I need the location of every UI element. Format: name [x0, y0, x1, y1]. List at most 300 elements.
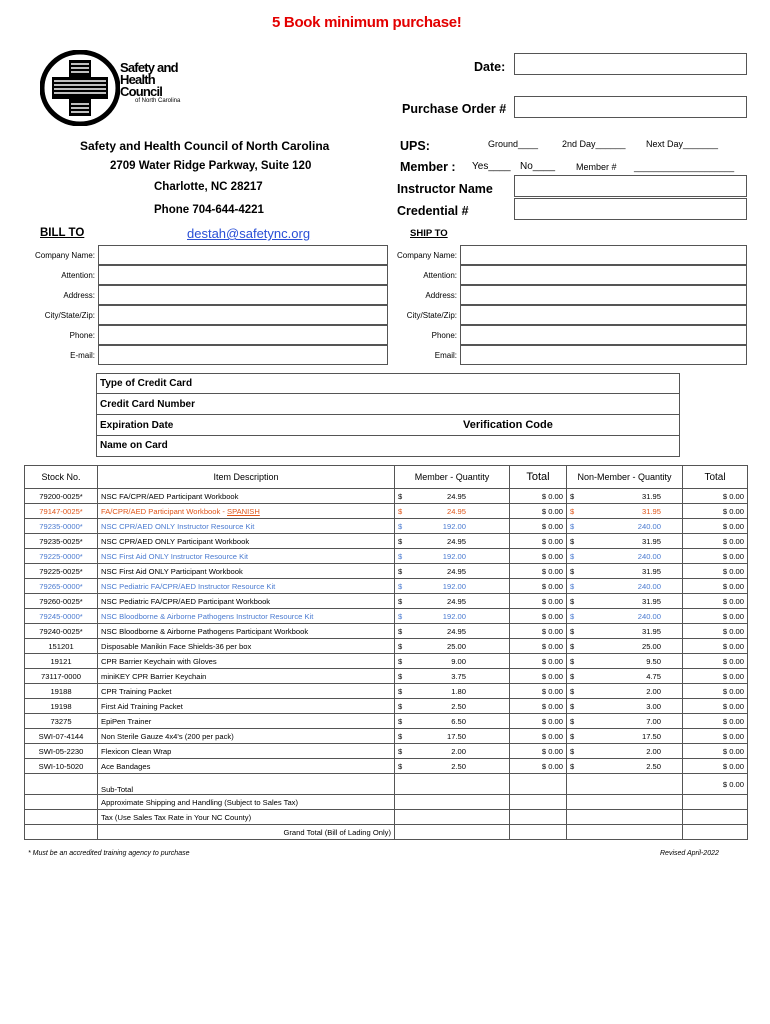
- currency-symbol: $: [398, 746, 403, 756]
- currency-symbol: $: [398, 716, 403, 726]
- stock-number: 73117-0000: [25, 669, 98, 684]
- currency-symbol: $: [398, 491, 403, 501]
- shipping-member-cell[interactable]: [395, 795, 510, 810]
- nonmember-quantity-cell[interactable]: [567, 699, 683, 714]
- nonmember-total: $ 0.00: [683, 699, 748, 714]
- table-row: [25, 684, 748, 699]
- card-name-label: Name on Card: [100, 440, 168, 451]
- org-address: 2709 Water Ridge Parkway, Suite 120: [110, 160, 312, 172]
- table-row: [25, 639, 748, 654]
- ups-2nd-day-option[interactable]: 2nd Day______: [562, 139, 626, 149]
- nonmember-total: $ 0.00: [683, 609, 748, 624]
- table-row: [25, 534, 748, 549]
- nonmember-total: $ 0.00: [683, 579, 748, 594]
- member-price: 9.00: [451, 656, 466, 666]
- item-description-text: NSC CPR/AED ONLY Instructor Resource Kit: [101, 521, 255, 531]
- stock-number: 79225-0025*: [25, 564, 98, 579]
- ship-city-label: City/State/Zip:: [406, 311, 457, 320]
- item-description-text: EpiPen Trainer: [101, 716, 152, 726]
- item-description: [98, 519, 395, 534]
- member-label: Member :: [400, 160, 456, 174]
- nonmember-price: 31.95: [641, 626, 661, 636]
- currency-symbol: $: [570, 716, 575, 726]
- table-row: [25, 744, 748, 759]
- member-price: 192.00: [442, 551, 466, 561]
- logo-line4: of North Carolina: [135, 98, 181, 104]
- stock-number: 79147-0025*: [25, 504, 98, 519]
- date-field[interactable]: [514, 53, 747, 75]
- subtotal-label: Sub-Total: [98, 774, 395, 795]
- purchase-order-field[interactable]: [514, 96, 747, 118]
- nonmember-quantity-cell[interactable]: [567, 564, 683, 579]
- stock-number: 79245-0000*: [25, 609, 98, 624]
- shipping-label: Approximate Shipping and Handling (Subject to Sales Tax): [98, 795, 395, 810]
- nonmember-price: 4.75: [646, 671, 661, 681]
- currency-symbol: $: [570, 686, 575, 696]
- member-total: $ 0.00: [510, 519, 567, 534]
- ups-ground-option[interactable]: Ground____: [488, 139, 539, 149]
- member-price: 1.80: [451, 686, 466, 696]
- nonmember-quantity-cell[interactable]: [567, 519, 683, 534]
- member-no-option[interactable]: No____: [520, 161, 556, 172]
- nonmember-price: 31.95: [641, 566, 661, 576]
- member-yes-option[interactable]: Yes____: [472, 161, 511, 172]
- item-description: [98, 714, 395, 729]
- item-description-text: Non Sterile Gauze 4x4's (200 per pack): [101, 731, 234, 741]
- currency-symbol: $: [398, 656, 403, 666]
- footer-revised: Revised April-2022: [660, 850, 719, 857]
- stock-number: 79260-0025*: [25, 594, 98, 609]
- header-total: Total: [510, 466, 567, 489]
- member-quantity-cell[interactable]: [395, 684, 510, 699]
- stock-number: 79265-0000*: [25, 579, 98, 594]
- nonmember-price: 31.95: [641, 491, 661, 501]
- member-price: 192.00: [442, 581, 466, 591]
- bill-address-field[interactable]: [98, 285, 388, 305]
- member-total: $ 0.00: [510, 729, 567, 744]
- bill-attention-label: Attention:: [61, 271, 95, 280]
- stock-number: 79200-0025*: [25, 489, 98, 504]
- nonmember-price: 240.00: [637, 581, 661, 591]
- card-verification-label: Verification Code: [463, 419, 553, 431]
- member-total: $ 0.00: [510, 534, 567, 549]
- nonmember-quantity-cell[interactable]: [567, 759, 683, 774]
- currency-symbol: $: [570, 551, 575, 561]
- order-items-table: [24, 465, 748, 840]
- ship-attention-label: Attention:: [423, 271, 457, 280]
- council-logo: [40, 50, 200, 130]
- credential-label: Credential #: [397, 204, 469, 218]
- nonmember-quantity-cell[interactable]: [567, 669, 683, 684]
- member-total: $ 0.00: [510, 684, 567, 699]
- member-price: 2.50: [451, 701, 466, 711]
- nonmember-quantity-cell[interactable]: [567, 744, 683, 759]
- item-description: [98, 624, 395, 639]
- ship-phone-label: Phone:: [431, 331, 457, 340]
- item-description-text: NSC First Aid ONLY Participant Workbook: [101, 566, 243, 576]
- table-row: [25, 729, 748, 744]
- bill-email-field[interactable]: [98, 345, 388, 365]
- item-description-text: NSC Pediatric FA/CPR/AED Participant Workbook: [101, 596, 271, 606]
- nonmember-total: $ 0.00: [683, 489, 748, 504]
- ups-next-day-option[interactable]: Next Day_______: [646, 139, 719, 149]
- grand-total-label: Grand Total (Bill of Lading Only): [98, 825, 395, 840]
- nonmember-price: 9.50: [646, 656, 661, 666]
- currency-symbol: $: [570, 506, 575, 516]
- stock-number: 73275: [25, 714, 98, 729]
- member-total: $ 0.00: [510, 594, 567, 609]
- item-description: [98, 564, 395, 579]
- table-row: [25, 609, 748, 624]
- item-description-emphasis: SPANISH: [227, 506, 260, 516]
- member-quantity-cell[interactable]: [395, 609, 510, 624]
- minimum-purchase-notice: 5 Book minimum purchase!: [272, 14, 462, 31]
- card-expiration-label: Expiration Date: [100, 420, 174, 431]
- member-quantity-cell[interactable]: [395, 504, 510, 519]
- member-total: $ 0.00: [510, 504, 567, 519]
- stock-number: SWI-10-5020: [25, 759, 98, 774]
- card-name-row[interactable]: [97, 436, 679, 456]
- stock-number: 79240-0025*: [25, 624, 98, 639]
- footer-note: * Must be an accredited training agency to purchase: [28, 850, 190, 857]
- nonmember-quantity-cell[interactable]: [567, 504, 683, 519]
- nonmember-price: 31.95: [641, 536, 661, 546]
- table-row: [25, 714, 748, 729]
- member-quantity-cell[interactable]: [395, 519, 510, 534]
- currency-symbol: $: [398, 611, 403, 621]
- member-total: $ 0.00: [510, 639, 567, 654]
- member-price: 192.00: [442, 521, 466, 531]
- nonmember-price: 31.95: [641, 596, 661, 606]
- member-quantity-cell[interactable]: [395, 729, 510, 744]
- item-description: [98, 654, 395, 669]
- nonmember-total: $ 0.00: [683, 744, 748, 759]
- member-price: 6.50: [451, 716, 466, 726]
- currency-symbol: $: [570, 731, 575, 741]
- currency-symbol: $: [398, 536, 403, 546]
- table-row: [25, 759, 748, 774]
- item-description: [98, 639, 395, 654]
- nonmember-price: 25.00: [641, 641, 661, 651]
- currency-symbol: $: [570, 536, 575, 546]
- item-description: [98, 489, 395, 504]
- nonmember-total: $ 0.00: [683, 534, 748, 549]
- stock-number: SWI-05-2230: [25, 744, 98, 759]
- table-row: [25, 564, 748, 579]
- bill-address-label: Address:: [63, 291, 95, 300]
- card-type-row[interactable]: [97, 374, 679, 394]
- nonmember-quantity-cell[interactable]: [567, 639, 683, 654]
- member-quantity-cell[interactable]: [395, 744, 510, 759]
- currency-symbol: $: [570, 671, 575, 681]
- item-description-text: FA/CPR/AED Participant Workbook -: [101, 506, 228, 516]
- member-number-label: Member #: [576, 162, 617, 172]
- member-quantity-cell[interactable]: [395, 579, 510, 594]
- member-quantity-cell[interactable]: [395, 594, 510, 609]
- bill-to-title: BILL TO: [40, 227, 85, 239]
- currency-symbol: $: [570, 491, 575, 501]
- ship-email-label: Email:: [434, 351, 457, 360]
- member-quantity-cell[interactable]: [395, 654, 510, 669]
- currency-symbol: $: [398, 761, 403, 771]
- item-description: [98, 729, 395, 744]
- member-quantity-cell[interactable]: [395, 549, 510, 564]
- item-description: [98, 579, 395, 594]
- nonmember-price: 2.50: [646, 761, 661, 771]
- member-total: $ 0.00: [510, 744, 567, 759]
- member-quantity-cell[interactable]: [395, 699, 510, 714]
- item-description: [98, 759, 395, 774]
- member-quantity-cell[interactable]: [395, 639, 510, 654]
- nonmember-total: $ 0.00: [683, 669, 748, 684]
- stock-number: 79235-0025*: [25, 534, 98, 549]
- member-price: 24.95: [446, 506, 466, 516]
- shipping-row: [25, 795, 748, 810]
- member-quantity-cell[interactable]: [395, 489, 510, 504]
- bill-attention-field[interactable]: [98, 265, 388, 285]
- ship-city-field[interactable]: [460, 305, 747, 325]
- currency-symbol: $: [570, 626, 575, 636]
- ship-attention-field[interactable]: [460, 265, 747, 285]
- table-row: [25, 504, 748, 519]
- item-description: [98, 594, 395, 609]
- ups-label: UPS:: [400, 139, 430, 153]
- credential-field[interactable]: [514, 198, 747, 220]
- nonmember-price: 240.00: [637, 551, 661, 561]
- item-description: [98, 549, 395, 564]
- table-row: [25, 579, 748, 594]
- card-number-row[interactable]: [97, 394, 679, 415]
- nonmember-price: 31.95: [641, 506, 661, 516]
- member-quantity-cell[interactable]: [395, 624, 510, 639]
- nonmember-quantity-cell[interactable]: [567, 654, 683, 669]
- table-row: [25, 489, 748, 504]
- member-total: $ 0.00: [510, 654, 567, 669]
- nonmember-quantity-cell[interactable]: [567, 684, 683, 699]
- ship-email-field[interactable]: [460, 345, 747, 365]
- bill-phone-label: Phone:: [69, 331, 95, 340]
- currency-symbol: $: [398, 521, 403, 531]
- bill-city-field[interactable]: [98, 305, 388, 325]
- instructor-name-field[interactable]: [514, 175, 747, 197]
- nonmember-quantity-cell[interactable]: [567, 549, 683, 564]
- nonmember-quantity-cell[interactable]: [567, 609, 683, 624]
- cross-logo-icon: [40, 50, 120, 126]
- nonmember-quantity-cell[interactable]: [567, 579, 683, 594]
- nonmember-price: 240.00: [637, 611, 661, 621]
- stock-number: 19188: [25, 684, 98, 699]
- header-nonmember-qty: Non-Member - Quantity: [567, 466, 683, 489]
- item-description-text: Flexicon Clean Wrap: [101, 746, 172, 756]
- currency-symbol: $: [398, 671, 403, 681]
- member-price: 24.95: [446, 596, 466, 606]
- nonmember-total: $ 0.00: [683, 519, 748, 534]
- nonmember-quantity-cell[interactable]: [567, 534, 683, 549]
- stock-number: SWI-07-4144: [25, 729, 98, 744]
- currency-symbol: $: [398, 686, 403, 696]
- nonmember-total: $ 0.00: [683, 594, 748, 609]
- currency-symbol: $: [570, 746, 575, 756]
- org-city: Charlotte, NC 28217: [154, 181, 263, 193]
- member-price: 2.00: [451, 746, 466, 756]
- table-row: [25, 594, 748, 609]
- currency-symbol: $: [398, 626, 403, 636]
- stock-number: 19121: [25, 654, 98, 669]
- item-description-text: CPR Barrier Keychain with Gloves: [101, 656, 217, 666]
- logo-line2: Health: [120, 72, 155, 87]
- bill-city-label: City/State/Zip:: [44, 311, 95, 320]
- item-description: [98, 609, 395, 624]
- ship-company-label: Company Name:: [396, 251, 457, 260]
- member-price: 2.50: [451, 761, 466, 771]
- nonmember-total: $ 0.00: [683, 729, 748, 744]
- card-type-label: Type of Credit Card: [100, 378, 193, 389]
- org-phone: Phone 704-644-4221: [154, 204, 264, 216]
- shipping-nonmember-cell[interactable]: [567, 795, 683, 810]
- member-quantity-cell[interactable]: [395, 669, 510, 684]
- currency-symbol: $: [398, 551, 403, 561]
- stock-number: 79225-0000*: [25, 549, 98, 564]
- currency-symbol: $: [570, 701, 575, 711]
- item-description-text: Disposable Manikin Face Shields-36 per box: [101, 641, 252, 651]
- nonmember-quantity-cell[interactable]: [567, 594, 683, 609]
- item-description: [98, 684, 395, 699]
- table-row: [25, 654, 748, 669]
- item-description-text: NSC First Aid ONLY Instructor Resource Kit: [101, 551, 248, 561]
- header-total2: Total: [683, 466, 748, 489]
- nonmember-quantity-cell[interactable]: [567, 624, 683, 639]
- member-total: $ 0.00: [510, 489, 567, 504]
- card-expiration-row[interactable]: [97, 415, 679, 436]
- member-total: $ 0.00: [510, 714, 567, 729]
- currency-symbol: $: [398, 596, 403, 606]
- nonmember-quantity-cell[interactable]: [567, 729, 683, 744]
- member-price: 17.50: [446, 731, 466, 741]
- currency-symbol: $: [398, 701, 403, 711]
- currency-symbol: $: [398, 566, 403, 576]
- item-description-text: NSC Pediatric FA/CPR/AED Instructor Resource Kit: [101, 581, 276, 591]
- item-description-text: Ace Bandages: [101, 761, 151, 771]
- currency-symbol: $: [398, 641, 403, 651]
- nonmember-price: 240.00: [637, 521, 661, 531]
- subtotal-value: $ 0.00: [683, 774, 748, 795]
- table-row: [25, 699, 748, 714]
- currency-symbol: $: [398, 581, 403, 591]
- header-member-qty: Member - Quantity: [395, 466, 510, 489]
- member-total: $ 0.00: [510, 564, 567, 579]
- item-description: [98, 534, 395, 549]
- nonmember-total: $ 0.00: [683, 549, 748, 564]
- tax-row: [25, 810, 748, 825]
- member-total: $ 0.00: [510, 579, 567, 594]
- item-description-text: NSC CPR/AED ONLY Participant Workbook: [101, 536, 250, 546]
- nonmember-total: $ 0.00: [683, 639, 748, 654]
- nonmember-price: 7.00: [646, 716, 661, 726]
- table-row: [25, 669, 748, 684]
- date-label: Date:: [474, 60, 506, 74]
- bill-company-label: Company Name:: [34, 251, 95, 260]
- ship-company-field[interactable]: [460, 245, 747, 265]
- logo-line1: Safety and: [120, 60, 178, 75]
- member-number-field[interactable]: ____________________: [634, 162, 735, 172]
- bill-phone-field[interactable]: [98, 325, 388, 345]
- nonmember-price: 2.00: [646, 686, 661, 696]
- tax-label: Tax (Use Sales Tax Rate in Your NC County): [98, 810, 395, 825]
- org-email-link[interactable]: destah@safetync.org: [187, 226, 311, 241]
- nonmember-price: 2.00: [646, 746, 661, 756]
- item-description-text: miniKEY CPR Barrier Keychain: [101, 671, 207, 681]
- currency-symbol: $: [570, 521, 575, 531]
- currency-symbol: $: [570, 641, 575, 651]
- nonmember-price: 3.00: [646, 701, 661, 711]
- nonmember-total: $ 0.00: [683, 684, 748, 699]
- nonmember-total: $ 0.00: [683, 624, 748, 639]
- nonmember-quantity-cell[interactable]: [567, 489, 683, 504]
- nonmember-total: $ 0.00: [683, 759, 748, 774]
- currency-symbol: $: [570, 581, 575, 591]
- member-quantity-cell[interactable]: [395, 759, 510, 774]
- bill-email-label: E-mail:: [70, 351, 95, 360]
- member-total: $ 0.00: [510, 609, 567, 624]
- member-price: 24.95: [446, 536, 466, 546]
- member-quantity-cell[interactable]: [395, 714, 510, 729]
- nonmember-quantity-cell[interactable]: [567, 714, 683, 729]
- nonmember-price: 17.50: [641, 731, 661, 741]
- member-price: 192.00: [442, 611, 466, 621]
- currency-symbol: $: [570, 596, 575, 606]
- member-total: $ 0.00: [510, 699, 567, 714]
- table-row: [25, 624, 748, 639]
- item-description: [98, 699, 395, 714]
- ship-phone-field[interactable]: [460, 325, 747, 345]
- logo-line3: Council: [120, 84, 163, 99]
- member-price: 24.95: [446, 566, 466, 576]
- table-header-row: [25, 466, 748, 489]
- credit-card-section: [96, 373, 680, 457]
- item-description: [98, 744, 395, 759]
- member-quantity-cell[interactable]: [395, 534, 510, 549]
- bill-company-field[interactable]: [98, 245, 388, 265]
- ship-address-label: Address:: [425, 291, 457, 300]
- item-description-text: CPR Training Packet: [101, 686, 172, 696]
- nonmember-total: $ 0.00: [683, 564, 748, 579]
- nonmember-total: $ 0.00: [683, 714, 748, 729]
- ship-to-title: SHIP TO: [410, 228, 448, 239]
- member-quantity-cell[interactable]: [395, 564, 510, 579]
- subtotal-row: [25, 774, 748, 795]
- currency-symbol: $: [398, 506, 403, 516]
- table-row: [25, 549, 748, 564]
- member-total: $ 0.00: [510, 549, 567, 564]
- instructor-name-label: Instructor Name: [397, 182, 493, 196]
- currency-symbol: $: [570, 656, 575, 666]
- tax-nonmember-cell[interactable]: [567, 810, 683, 825]
- grand-total-row: [25, 825, 748, 840]
- org-name: Safety and Health Council of North Carolina: [80, 139, 330, 153]
- tax-member-cell[interactable]: [395, 810, 510, 825]
- header-stock: Stock No.: [25, 466, 98, 489]
- member-price: 25.00: [446, 641, 466, 651]
- currency-symbol: $: [398, 731, 403, 741]
- ship-address-field[interactable]: [460, 285, 747, 305]
- header-description: Item Description: [98, 466, 395, 489]
- item-description: [98, 669, 395, 684]
- member-price: 24.95: [446, 626, 466, 636]
- stock-number: 151201: [25, 639, 98, 654]
- purchase-order-label: Purchase Order #: [402, 102, 507, 116]
- stock-number: 19198: [25, 699, 98, 714]
- item-description: [98, 504, 395, 519]
